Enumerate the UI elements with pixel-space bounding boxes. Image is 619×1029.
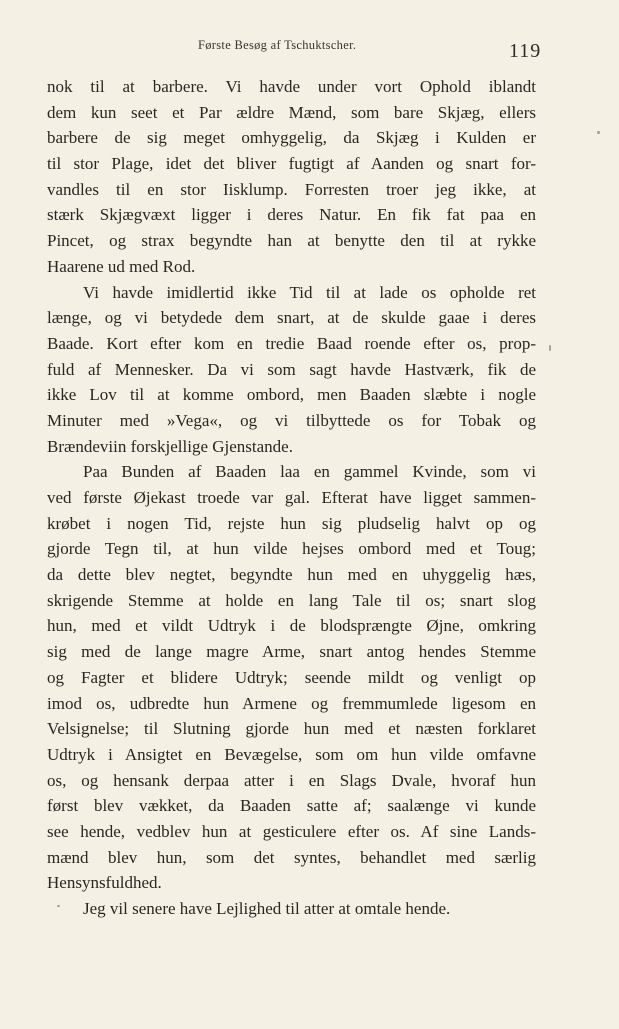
text-line: da dette blev negtet, begyndte hun med en uhyggelig hæs, <box>47 565 536 585</box>
text-line: barbere de sig meget omhyggelig, da Skjæg i Kulden er <box>47 128 536 148</box>
text-line: Brændeviin forskjellige Gjenstande. <box>47 436 293 456</box>
running-head <box>0 38 619 60</box>
text-line: see hende, vedblev hun at gesticulere efter os. Af sine Lands- <box>47 821 536 841</box>
text-line: Minuter med »Vega«, og vi tilbyttede os for Tobak og <box>47 410 536 430</box>
text-line: nok til at barbere. Vi havde under vort Ophold iblandt <box>47 77 536 96</box>
text-line: Velsignelse; til Slutning gjorde hun med et næsten forklaret <box>47 719 536 739</box>
text-line: dem kun seet et Par ældre Mænd, som bare Skjæg, ellers <box>47 102 536 122</box>
text-line: ved første Øjekast troede var gal. Efterat have ligget sammen- <box>47 488 536 507</box>
text-line: ikke Lov til at komme ombord, men Baaden slæbte i nogle <box>47 385 536 405</box>
text-line: Haarene ud med Rod. <box>47 256 196 276</box>
text-line: sig med de lange magre Arme, snart antog hendes Stemme <box>47 642 536 662</box>
text-line: vandles til en stor Iisklump. Forresten troer jeg ikke, at <box>47 179 536 199</box>
text-line: og Fagter et blidere Udtryk; seende mildt og venligt op <box>47 667 536 687</box>
margin-speck <box>57 905 60 907</box>
text-line: Hensynsfuldhed. <box>47 873 162 893</box>
text-line: først blev vækket, da Baaden satte af; saalænge vi kunde <box>47 796 536 816</box>
text-line: Paa Bunden af Baaden laa en gammel Kvinde, som vi <box>83 462 536 482</box>
text-line: Pincet, og strax begyndte han at benytte den til at rykke <box>47 231 536 251</box>
page-number: 119 <box>509 40 542 62</box>
text-line: Baade. Kort efter kom en tredie Baad roende efter os, prop- <box>47 333 536 353</box>
text-line: længe, og vi betydede dem snart, at de skulde gaae i deres <box>47 308 536 328</box>
running-head-title: Første Besøg af Tschuktscher. <box>198 38 357 52</box>
text-line: imod os, udbredte hun Armene og fremmumlede ligesom en <box>47 693 536 713</box>
margin-speck <box>597 131 600 134</box>
text-line: til stor Plage, idet det bliver fugtigt af Aanden og snart for- <box>47 154 536 174</box>
text-line: krøbet i nogen Tid, rejste hun sig pludselig halvt op og <box>47 513 536 533</box>
text-line: gjorde Tegn til, at hun vilde hejses ombord med et Toug; <box>47 539 536 559</box>
text-line: hun, med et vildt Udtryk i de blodsprængte Øjne, omkring <box>47 616 536 636</box>
text-line: Vi havde imidlertid ikke Tid til at lade os opholde ret <box>83 282 536 302</box>
body-text <box>47 74 536 922</box>
text-line: mænd blev hun, som det syntes, behandlet med særlig <box>47 847 536 867</box>
text-line: os, og hensank derpaa atter i en Slags Dvale, hvoraf hun <box>47 770 536 790</box>
text-line: Jeg vil senere have Lejlighed til atter at omtale hende. <box>83 899 451 918</box>
text-line: Udtryk i Ansigtet en Bevægelse, som om hun vilde omfavne <box>47 744 536 764</box>
text-line: stærk Skjægvæxt ligger i deres Natur. En fik fat paa en <box>47 205 536 225</box>
text-line: skrigende Stemme at holde en lang Tale til os; snart slog <box>47 590 536 610</box>
text-line: fuld af Mennesker. Da vi som sagt havde Hastværk, fik de <box>47 359 536 379</box>
margin-speck <box>549 345 551 351</box>
